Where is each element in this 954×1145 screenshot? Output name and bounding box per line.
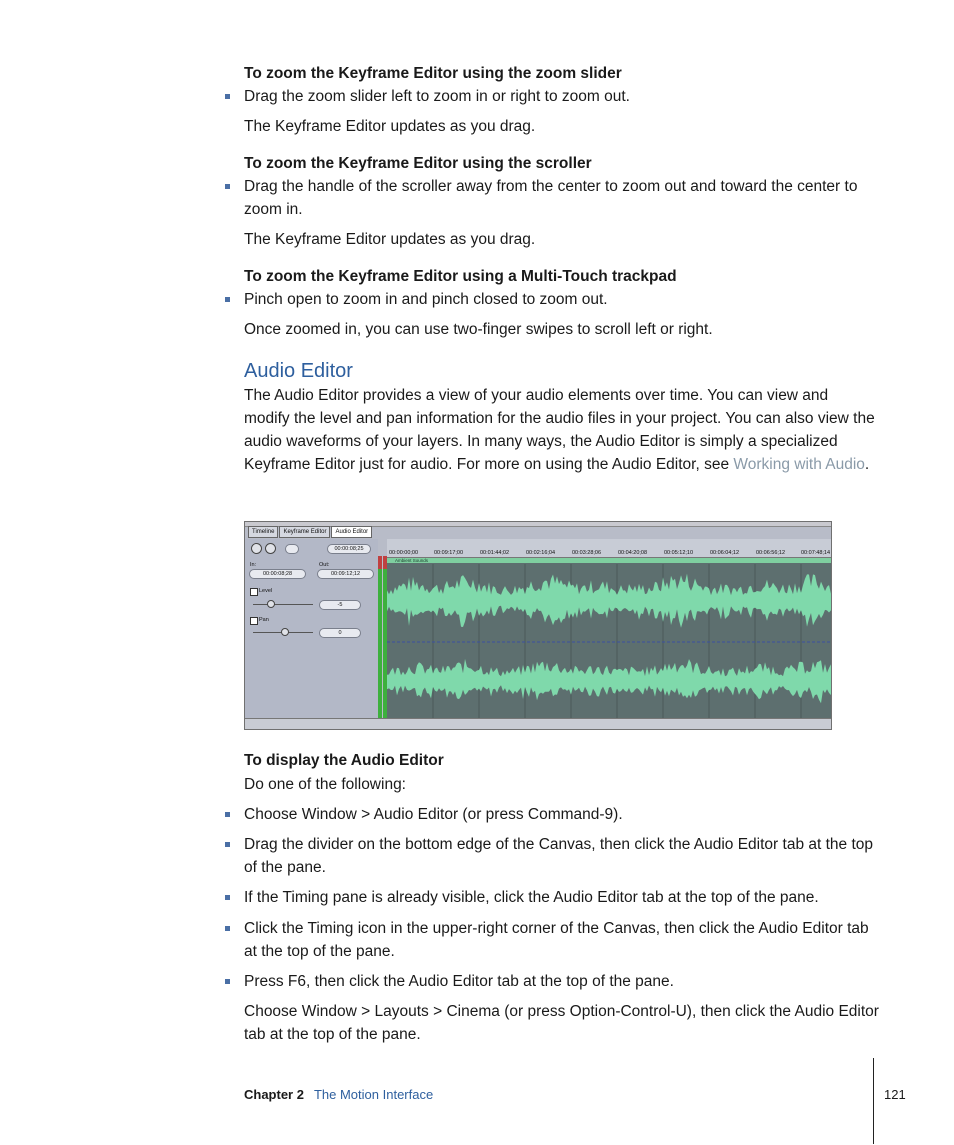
- pan-label: Pan: [259, 617, 269, 623]
- audio-editor-body: [244, 384, 876, 476]
- track-name-bar: Ambient Sounds: [387, 558, 832, 563]
- pan-slider-thumb-icon[interactable]: [281, 628, 289, 636]
- ruler-tick: 00:05:12;10: [664, 550, 694, 556]
- page-number: 121: [884, 1087, 906, 1102]
- play-icon[interactable]: [251, 543, 262, 554]
- ruler-tick: 00:09:17;00: [434, 550, 464, 556]
- in-time-field[interactable]: 00:00:08;28: [249, 569, 306, 579]
- chapter-number: Chapter 2: [244, 1087, 304, 1102]
- zoom-trackpad-note: Once zoomed in, you can use two-finger swipes to scroll left or right.: [244, 321, 713, 338]
- out-time-field[interactable]: 00:09:12;12: [317, 569, 374, 579]
- waveform-channel: [387, 574, 832, 628]
- in-label: In:: [250, 562, 257, 568]
- display-audio-editor-heading: To display the Audio Editor: [244, 752, 444, 769]
- body-end: .: [864, 456, 870, 473]
- ruler-tick: 00:04:20;08: [618, 550, 648, 556]
- figure-tabs: [248, 526, 373, 538]
- level-label: Level: [259, 588, 273, 594]
- mute-icon[interactable]: [285, 544, 299, 554]
- section-title: Audio Editor: [244, 360, 353, 382]
- bullet-icon: [224, 926, 232, 934]
- bullet-icon: [224, 297, 232, 305]
- display-step: Choose Window > Audio Editor (or press Command-9).: [244, 806, 623, 823]
- ruler-tick: 00:01:44;02: [480, 550, 510, 556]
- bullet-icon: [224, 812, 232, 820]
- display-step: Press F6, then click the Audio Editor tab at the top of the pane.: [244, 973, 674, 990]
- pan-value-field[interactable]: 0: [319, 628, 361, 638]
- footer-chapter: [244, 1087, 433, 1103]
- tab-audio-editor[interactable]: Audio Editor: [331, 526, 372, 538]
- display-step: Click the Timing icon in the upper-right corner of the Canvas, then click the Audio Editor tab at the top of the pane.: [244, 920, 869, 960]
- zoom-scroller-note: The Keyframe Editor updates as you drag.: [244, 231, 536, 248]
- ruler-tick: 00:02:16;04: [526, 550, 556, 556]
- body-text: The Audio Editor provides a view of your audio elements over time. You can view and modify the level and pan information for the audio files in your project. You can also view the audio waveforms of your layers. In many ways, the Audio Editor is simply a specialized Keyframe Editor just for audio. For more on using the Audio Editor, see: [244, 387, 875, 473]
- out-label: Out:: [319, 562, 330, 568]
- display-step: If the Timing pane is already visible, click the Audio Editor tab at the top of the pane.: [244, 889, 819, 906]
- ruler-tick: 00:00:00;00: [389, 550, 419, 556]
- current-time-field[interactable]: 00:00:08;25: [327, 544, 371, 554]
- zoom-slider-step: Drag the zoom slider left to zoom in or right to zoom out.: [244, 88, 630, 105]
- bullet-icon: [224, 979, 232, 987]
- level-checkbox[interactable]: [250, 588, 258, 596]
- ruler-tick: 00:07:48;14: [801, 550, 831, 556]
- zoom-scroller-heading: To zoom the Keyframe Editor using the scroller: [244, 155, 592, 172]
- figure-scroller-bar[interactable]: [245, 718, 831, 729]
- zoom-trackpad-heading: To zoom the Keyframe Editor using a Multi-Touch trackpad: [244, 268, 677, 285]
- pan-checkbox[interactable]: [250, 617, 258, 625]
- display-step: Drag the divider on the bottom edge of the Canvas, then click the Audio Editor tab at the top of the pane.: [244, 836, 874, 876]
- bullet-icon: [224, 184, 232, 192]
- ruler-tick: 00:06:56;12: [756, 550, 786, 556]
- level-slider[interactable]: [253, 604, 313, 605]
- zoom-slider-heading: To zoom the Keyframe Editor using the zoom slider: [244, 65, 622, 82]
- bullet-icon: [224, 94, 232, 102]
- waveform-channel: [387, 659, 832, 703]
- display-intro: Do one of the following:: [244, 776, 406, 793]
- tab-timeline[interactable]: Timeline: [248, 526, 278, 538]
- bullet-icon: [224, 842, 232, 850]
- zoom-slider-note: The Keyframe Editor updates as you drag.: [244, 118, 536, 135]
- ruler-tick: 00:06:04;12: [710, 550, 740, 556]
- loop-icon[interactable]: [265, 543, 276, 554]
- level-value-field[interactable]: -5: [319, 600, 361, 610]
- audio-editor-screenshot: [244, 521, 832, 730]
- working-with-audio-link[interactable]: Working with Audio: [733, 456, 865, 473]
- display-outro: Choose Window > Layouts > Cinema (or press Option-Control-U), then click the Audio Editor tab at the top of the pane.: [244, 1003, 879, 1043]
- zoom-scroller-step: Drag the handle of the scroller away from the center to zoom out and toward the center to zoom in.: [244, 178, 858, 218]
- bullet-icon: [224, 895, 232, 903]
- tab-keyframe-editor[interactable]: Keyframe Editor: [279, 526, 330, 538]
- level-slider-thumb-icon[interactable]: [267, 600, 275, 608]
- zoom-trackpad-step: Pinch open to zoom in and pinch closed to zoom out.: [244, 291, 608, 308]
- ruler-tick: 00:03:28;06: [572, 550, 602, 556]
- level-meter-left: [378, 556, 382, 720]
- audio-controls-panel: [245, 539, 378, 719]
- time-ruler[interactable]: [387, 539, 832, 558]
- chapter-title-link[interactable]: The Motion Interface: [313, 1087, 434, 1102]
- waveform-area: [387, 539, 832, 721]
- audio-waveform: [387, 564, 832, 720]
- footer-divider: [873, 1058, 874, 1144]
